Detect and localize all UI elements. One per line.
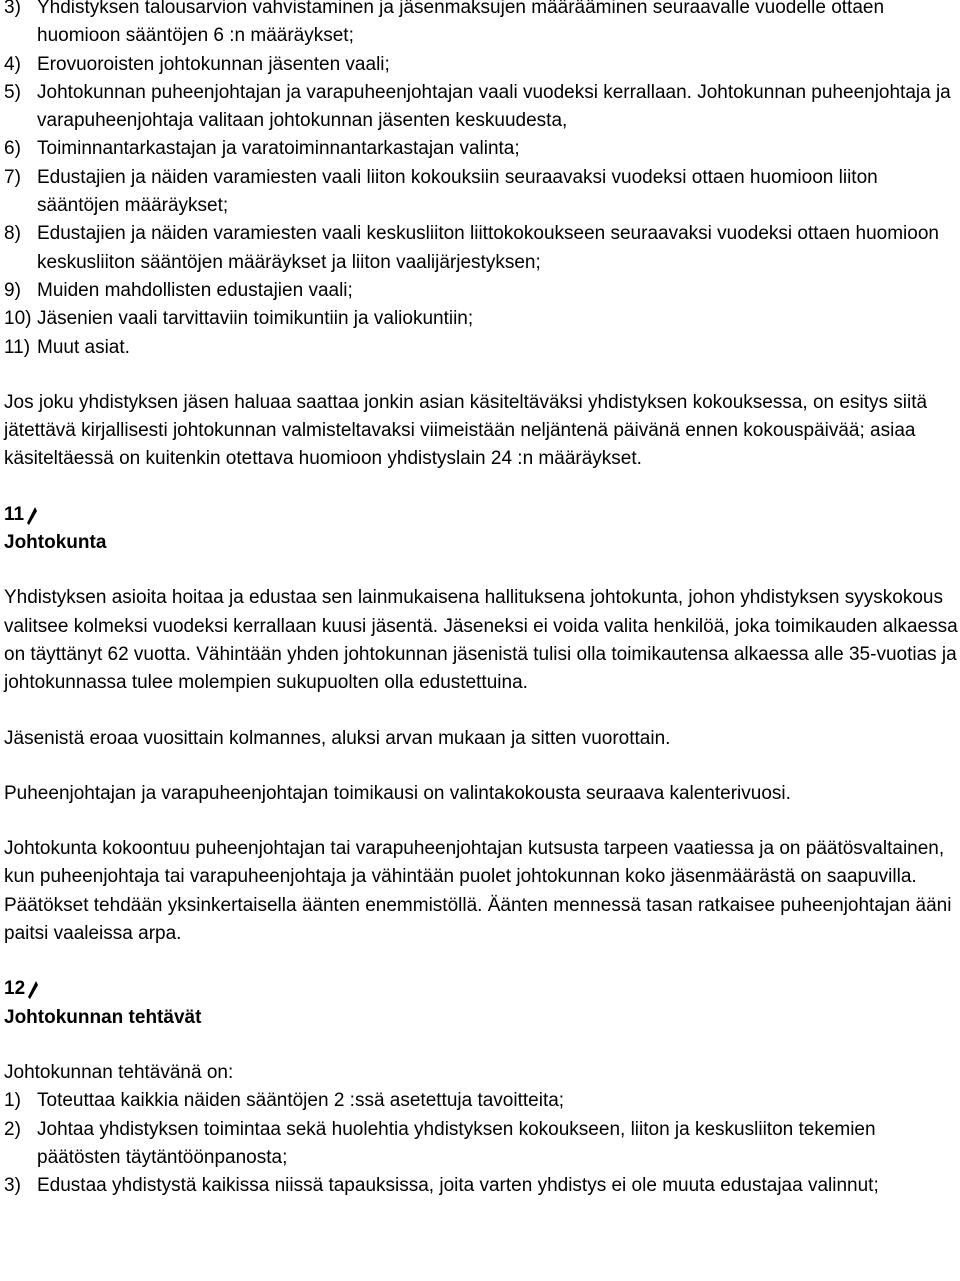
section-number: 11: [4, 503, 25, 525]
list-item: [4, 79, 958, 136]
list-text: Johtokunnan puheenjohtajan ja varapuheenjohtajan vaali vuodeksi kerrallaan. Johtokunnan puheenjohtaja ja varapuheenjohtaja valitaan johtokunnan jäsenten keskuudesta,: [37, 81, 951, 132]
list-item: [4, 0, 958, 51]
list-number: 9): [4, 279, 21, 301]
section-title: Johtokunta: [4, 532, 107, 554]
list-text: Toteuttaa kaikkia näiden sääntöjen 2 :ssä asetettuja tavoitteita;: [37, 1090, 565, 1112]
section-11-paragraph: Johtokunta kokoontuu puheenjohtajan tai varapuheenjohtajan kutsusta tarpeen vaatiessa ja on päätösvaltainen, kun puheenjohtaja tai varapuheenjohtaja ja vähintään puolet johtokunnan koko jäsenmäärästä on saapuvilla. Päätökset tehdään yksinkertaisella äänten enemmistöllä. Äänten mennessä tasan ratkaisee puheenjohtajan ääni paitsi vaaleissa arpa.: [4, 838, 952, 945]
section-title: Johtokunnan tehtävät: [4, 1006, 202, 1028]
list-number: 11): [4, 336, 31, 358]
list-number: 5): [4, 81, 21, 103]
list-item: [4, 220, 958, 277]
list-item: [4, 164, 958, 221]
list-text: Edustajien ja näiden varamiesten vaali keskusliiton liittokokoukseen seuraavaksi vuodeksi ottaen huomioon keskusliiton sääntöjen määräykset ja liiton vaalijärjestyksen;: [37, 223, 939, 273]
list-text: Muut asiat.: [37, 336, 130, 358]
list-item: [4, 135, 958, 163]
list-text: Johtaa yhdistyksen toimintaa sekä huolehtia yhdistyksen kokoukseen, liiton ja keskusliiton tekemien päätösten täytäntöönpanosta;: [37, 1118, 876, 1168]
list-text: Jäsenien vaali tarvittaviin toimikuntiin ja valiokuntiin;: [37, 308, 474, 330]
section-11-paragraph: Jäsenistä eroaa vuosittain kolmannes, aluksi arvan mukaan ja sitten vuorottain.: [4, 727, 671, 749]
list-text: Edustaa yhdistystä kaikissa niissä tapauksissa, joita varten yhdistys ei ole muuta edustajaa valinnut;: [37, 1175, 879, 1197]
list-item: [4, 334, 958, 362]
list-text: Erovuoroisten johtokunnan jäsenten vaali;: [37, 53, 390, 75]
list-number: 3): [4, 0, 21, 18]
list-text: Yhdistyksen talousarvion vahvistaminen ja jäsenmaksujen määrääminen seuraavalle vuodelle ottaen huomioon sääntöjen 6 :n määräykset;: [37, 0, 885, 47]
list-item: [4, 51, 958, 79]
list-number: 7): [4, 166, 21, 188]
list-number: 10): [4, 308, 32, 330]
section-11-number-line: [4, 501, 958, 529]
list-item: [4, 1087, 958, 1115]
list-item: [4, 1172, 958, 1200]
section-sign-icon: [28, 977, 38, 999]
list-item: [4, 305, 958, 333]
list-number: 1): [4, 1090, 21, 1112]
list-number: 6): [4, 138, 21, 160]
section-number: 12: [4, 978, 26, 1000]
list-text: Toiminnantarkastajan ja varatoiminnantarkastajan valinta;: [37, 138, 520, 160]
agenda-list: [4, 0, 958, 362]
document-page: [4, 0, 958, 1200]
section-11-paragraph: Puheenjohtajan ja varapuheenjohtajan toimikausi on valintakokousta seuraava kalenterivuosi.: [4, 782, 791, 804]
list-number: 3): [4, 1175, 21, 1197]
proposal-paragraph: Jos joku yhdistyksen jäsen haluaa saattaa jonkin asian käsiteltäväksi yhdistyksen kokouksessa, on esitys siitä jätettävä kirjallisesti johtokunnan valmisteltavaksi viimeistään neljäntenä päivänä ennen kokouspäivää; asiaa käsiteltäessä on kuitenkin otettava huomioon yhdistyslain 24 :n määräykset.: [4, 391, 928, 470]
list-number: 8): [4, 223, 21, 245]
section-12-intro: Johtokunnan tehtävänä on:: [4, 1061, 234, 1083]
section-12-number-line: [4, 975, 958, 1003]
list-number: 2): [4, 1118, 21, 1140]
section-sign-icon: [27, 503, 37, 525]
list-item: [4, 1116, 958, 1173]
list-item: [4, 277, 958, 305]
duties-list: [4, 1087, 958, 1200]
list-number: 4): [4, 53, 21, 75]
section-11-paragraph: Yhdistyksen asioita hoitaa ja edustaa sen lainmukaisena hallituksena johtokunta, johon yhdistyksen syyskokous valitsee kolmeksi vuodeksi kerrallaan kuusi jäsentä. Jäseneksi ei voida valita henkilöä, joka toimikauden alkaessa on täyttänyt 62 vuotta. Vähintään yhden johtokunnan jäsenistä tulisi olla toimikautensa alkaessa alle 35-vuotias ja johtokunnassa tulee molempien sukupuolten olla edustettuina.: [4, 587, 958, 694]
list-text: Muiden mahdollisten edustajien vaali;: [37, 279, 353, 301]
list-text: Edustajien ja näiden varamiesten vaali liiton kokouksiin seuraavaksi vuodeksi ottaen huomioon liiton sääntöjen määräykset;: [37, 166, 878, 217]
